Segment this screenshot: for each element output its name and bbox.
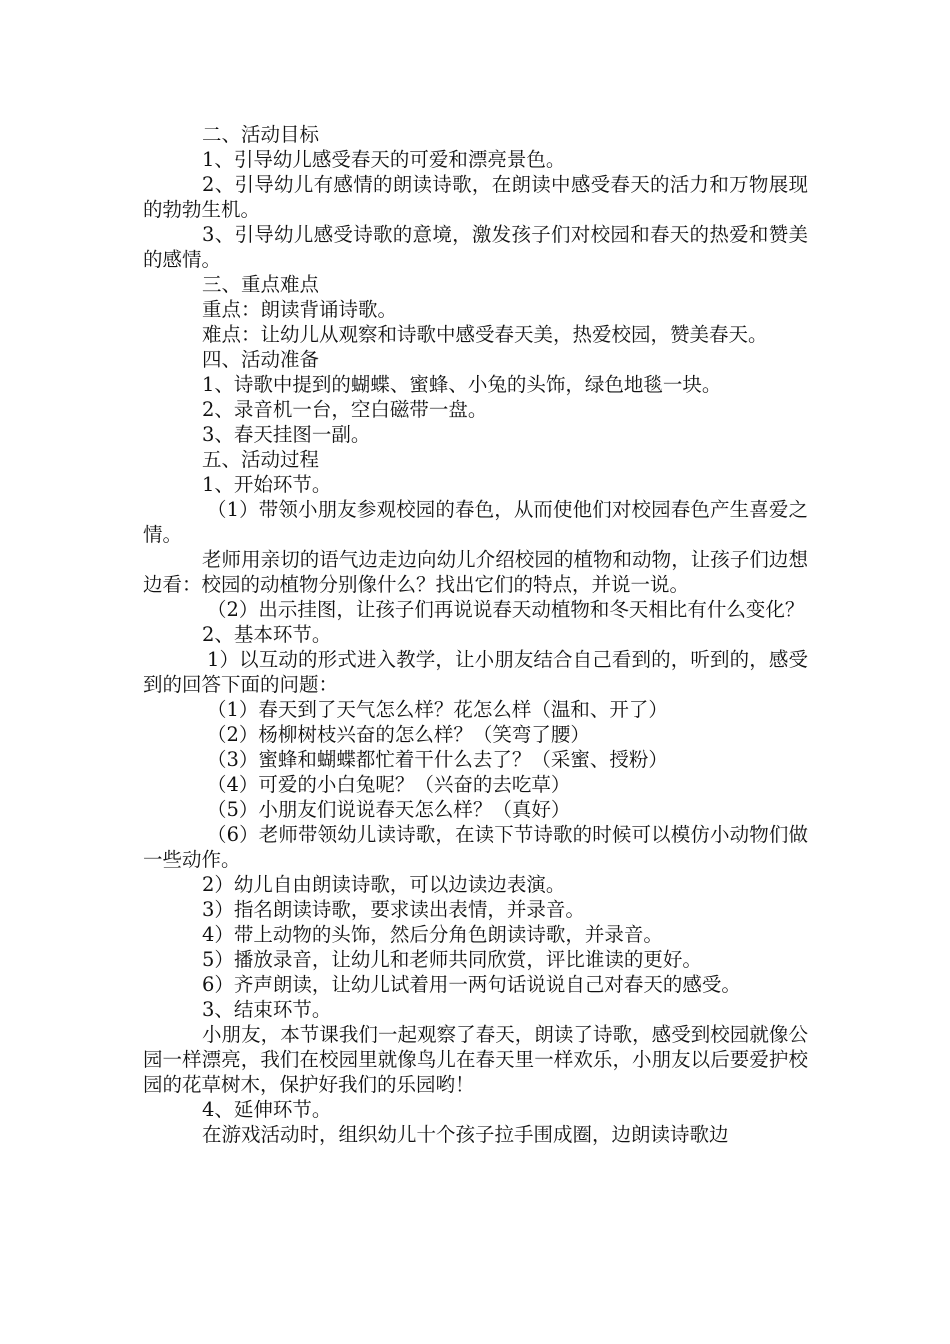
section-heading: 四、活动准备 [202,348,320,371]
document-body [143,122,808,1147]
paragraph: 1）以互动的形式进入教学，让小朋友结合自己看到的，听到的，感受到的回答下面的问题： [143,648,808,696]
question-item: （2）杨柳树枝兴奋的怎么样？（笑弯了腰） [207,723,590,746]
paragraph: 老师用亲切的语气边走边向幼儿介绍校园的植物和动物，让孩子们边想边看：校园的动植物分别像什么？找出它们的特点，并说一说。 [143,548,808,596]
subsection-heading: 3、结束环节。 [202,998,332,1021]
list-item: 2）幼儿自由朗读诗歌，可以边读边表演。 [202,873,566,896]
subsection-heading: 4、延伸环节。 [202,1098,332,1121]
section-heading: 五、活动过程 [202,448,320,471]
paragraph: （2）出示挂图，让孩子们再说说春天动植物和冬天相比有什么变化？ [207,598,805,621]
paragraph: 在游戏活动时，组织幼儿十个孩子拉手围成圈，边朗读诗歌边 [202,1123,729,1146]
list-item: 3、春天挂图一副。 [202,423,371,446]
paragraph: 小朋友，本节课我们一起观察了春天，朗读了诗歌，感受到校园就像公园一样漂亮，我们在校园里就像鸟儿在春天里一样欢乐，小朋友以后要爱护校园的花草树木，保护好我们的乐园哟！ [143,1023,808,1096]
paragraph: 难点：让幼儿从观察和诗歌中感受春天美，热爱校园，赞美春天。 [202,323,768,346]
list-item: 3、引导幼儿感受诗歌的意境，激发孩子们对校园和春天的热爱和赞美的感情。 [143,223,808,271]
list-item: 4）带上动物的头饰，然后分角色朗读诗歌，并录音。 [202,923,663,946]
list-item: 1、诗歌中提到的蝴蝶、蜜蜂、小兔的头饰，绿色地毯一块。 [202,373,722,396]
subsection-heading: 2、基本环节。 [202,623,332,646]
list-item: 3）指名朗读诗歌，要求读出表情，并录音。 [202,898,585,921]
section-heading: 二、活动目标 [202,123,320,146]
question-item: （3）蜜蜂和蝴蝶都忙着干什么去了？（采蜜、授粉） [207,748,668,771]
paragraph: 重点：朗读背诵诗歌。 [202,298,398,321]
question-item: （5）小朋友们说说春天怎么样？（真好） [207,798,571,821]
list-item: 2、引导幼儿有感情的朗读诗歌，在朗读中感受春天的活力和万物展现的勃勃生机。 [143,173,808,221]
list-item: 6）齐声朗读，让幼儿试着用一两句话说说自己对春天的感受。 [202,973,741,996]
subsection-heading: 1、开始环节。 [202,473,332,496]
paragraph: （1）带领小朋友参观校园的春色，从而使他们对校园春色产生喜爱之情。 [143,498,808,546]
list-item: 2、录音机一台，空白磁带一盘。 [202,398,488,421]
question-item: （4）可爱的小白兔呢？（兴奋的去吃草） [207,773,571,796]
list-item: 1、引导幼儿感受春天的可爱和漂亮景色。 [202,148,566,171]
section-heading: 三、重点难点 [202,273,320,296]
paragraph: （6）老师带领幼儿读诗歌，在读下节诗歌的时候可以模仿小动物们做一些动作。 [143,823,808,871]
question-item: （1）春天到了天气怎么样？花怎么样（温和、开了） [207,698,668,721]
list-item: 5）播放录音，让幼儿和老师共同欣赏，评比谁读的更好。 [202,948,702,971]
